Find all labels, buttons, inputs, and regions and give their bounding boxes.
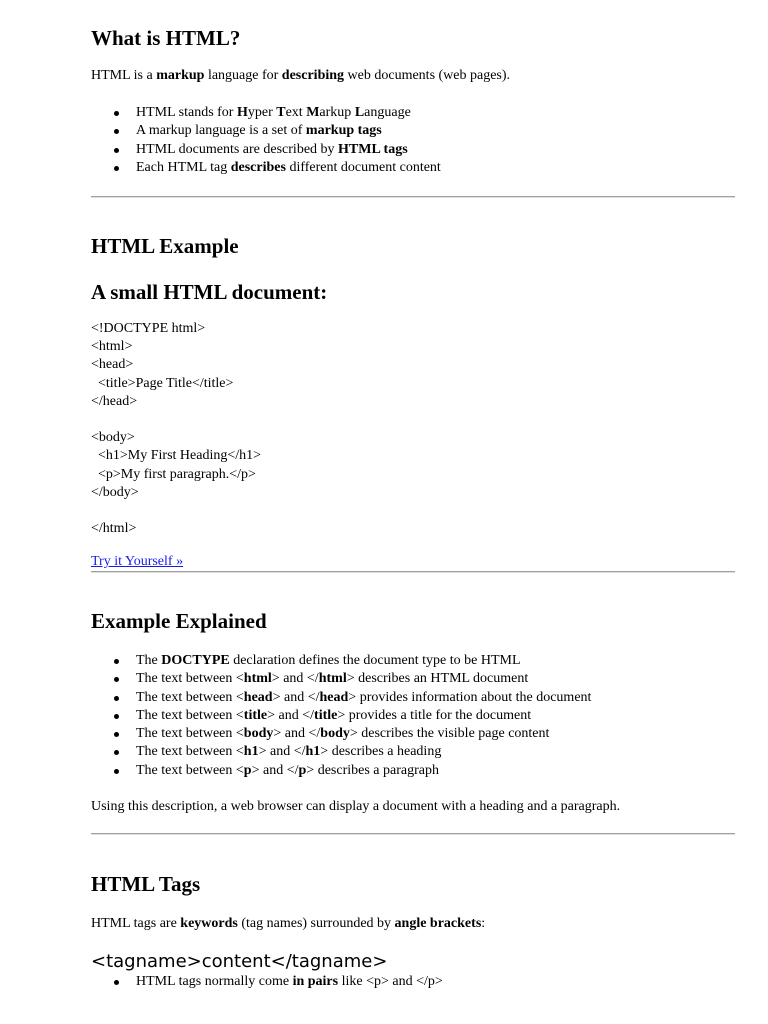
try-it-yourself-link[interactable]: Try it Yourself » xyxy=(91,554,184,569)
code-example xyxy=(91,320,261,538)
code-line: <html> xyxy=(91,339,133,355)
html-tags-list xyxy=(91,973,443,991)
code-line: <title>Page Title</title> xyxy=(91,375,234,391)
subheading-small-document: A small HTML document: xyxy=(91,280,328,304)
section-divider xyxy=(91,571,735,573)
bullet-icon xyxy=(114,769,119,774)
summary-paragraph: Using this description, a web browser can display a document with a heading and a paragraph. xyxy=(91,799,621,814)
tags-intro-paragraph: HTML tags are keywords (tag names) surrounded by angle brackets: xyxy=(91,916,486,931)
example-explained-list xyxy=(91,652,591,780)
intro-paragraph: HTML is a markup language for describing web documents (web pages). xyxy=(91,68,511,83)
bullet-icon xyxy=(114,148,119,153)
list-item: The text between <head> and </head> provides information about the document xyxy=(91,689,591,707)
list-item: The text between <body> and </body> describes the visible page content xyxy=(91,725,591,743)
bullet-icon xyxy=(114,696,119,701)
bullet-icon xyxy=(114,980,119,985)
heading-html-tags: HTML Tags xyxy=(91,872,201,896)
bullet-icon xyxy=(114,659,119,664)
section-divider xyxy=(91,833,735,835)
bullet-icon xyxy=(114,111,119,116)
list-item: The text between <p> and </p> describes a paragraph xyxy=(91,762,591,780)
code-line: <p>My first paragraph.</p> xyxy=(91,466,256,482)
code-line: <h1>My First Heading</h1> xyxy=(91,448,262,464)
bullet-icon xyxy=(114,750,119,755)
list-item: The text between <h1> and </h1> describes a heading xyxy=(91,743,591,761)
heading-example-explained: Example Explained xyxy=(91,609,267,633)
code-line: <!DOCTYPE html> xyxy=(91,321,206,336)
code-line: </body> xyxy=(91,484,139,500)
code-line xyxy=(91,502,261,520)
list-item: The text between <title> and </title> provides a title for the document xyxy=(91,707,591,725)
code-line: <head> xyxy=(91,357,134,373)
what-is-html-list xyxy=(91,104,441,177)
list-item: The DOCTYPE declaration defines the document type to be HTML xyxy=(91,652,591,670)
list-item: A markup language is a set of markup tags xyxy=(91,122,441,140)
list-item: HTML stands for Hyper Text Markup Language xyxy=(91,104,441,122)
list-item: Each HTML tag describes different document content xyxy=(91,159,441,177)
heading-what-is-html: What is HTML? xyxy=(91,26,241,50)
bullet-icon xyxy=(114,677,119,682)
bullet-icon xyxy=(114,714,119,719)
list-item: HTML tags normally come in pairs like <p> and </p> xyxy=(91,973,443,991)
code-line: </head> xyxy=(91,393,138,409)
code-line: </html> xyxy=(91,521,137,537)
bullet-icon xyxy=(114,129,119,134)
bullet-icon xyxy=(114,732,119,737)
bullet-icon xyxy=(114,166,119,171)
tag-syntax-example: <tagname>content</tagname> xyxy=(91,951,388,972)
section-divider xyxy=(91,196,735,198)
list-item: HTML documents are described by HTML tags xyxy=(91,141,441,159)
list-item: The text between <html> and </html> describes an HTML document xyxy=(91,670,591,688)
code-line xyxy=(91,411,261,429)
heading-html-example: HTML Example xyxy=(91,234,239,258)
code-line: <body> xyxy=(91,430,135,446)
